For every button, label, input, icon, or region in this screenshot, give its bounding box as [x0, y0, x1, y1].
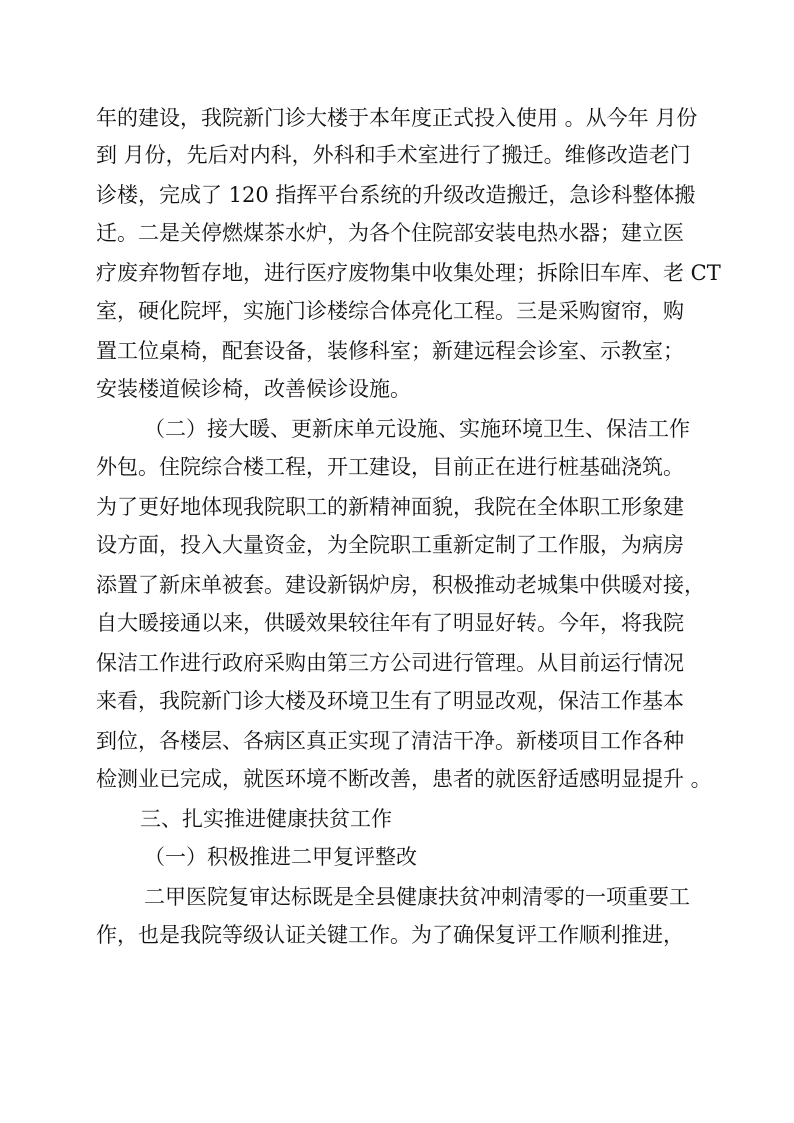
section-heading-three: 三、扎实推进健康扶贫工作 — [140, 807, 392, 831]
paragraph-line-4: 迁。二是关停燃煤茶水炉，为各个住院部安装电热水器；建立医 — [96, 221, 684, 245]
paragraph-line-15: 来看，我院新门诊大楼及环境卫生有了明显改观，保洁工作基本 — [96, 689, 684, 713]
paragraph-line-11: 设方面，投入大量资金，为全院职工重新定制了工作服，为病房 — [96, 533, 684, 557]
paragraph-line-18: 二甲医院复审达标既是全县健康扶贫冲刺清零的一项重要工 — [144, 885, 690, 909]
paragraph-line-5: 疗废弃物暂存地，进行医疗废物集中收集处理；拆除旧车库、老 CT — [96, 261, 721, 285]
paragraph-line-9: 外包。住院综合楼工程，开工建设，目前正在进行桩基础浇筑。 — [96, 455, 684, 479]
paragraph-line-13: 自大暖接通以来，供暖效果较往年有了明显好转。今年，将我院 — [96, 611, 684, 635]
subsection-heading-one: （一）积极推进二甲复评整改 — [144, 845, 417, 869]
paragraph-line-14: 保洁工作进行政府采购由第三方公司进行管理。从目前运行情况 — [96, 651, 684, 675]
paragraph-line-3: 诊楼，完成了 120 指挥平台系统的升级改造搬迁，急诊科整体搬 — [96, 183, 696, 207]
paragraph-line-1: 年的建设，我院新门诊大楼于本年度正式投入使用 。从今年 月份 — [96, 106, 698, 130]
subheading-paragraph-line-1: （二）接大暖、更新床单元设施、实施环境卫生、保洁工作 — [144, 417, 690, 441]
paragraph-line-12: 添置了新床单被套。建设新锅炉房，积极推动老城集中供暖对接， — [96, 573, 705, 597]
paragraph-line-17: 检测业已完成，就医环境不断改善，患者的就医舒适感明显提升 。 — [96, 767, 712, 791]
paragraph-line-6: 室，硬化院坪，实施门诊楼综合体亮化工程。三是采购窗帘，购 — [96, 299, 684, 323]
paragraph-line-8: 安装楼道候诊椅，改善候诊设施。 — [96, 377, 411, 401]
paragraph-line-7: 置工位桌椅，配套设备，装修科室；新建远程会诊室、示教室； — [96, 339, 684, 363]
paragraph-line-2: 到 月份，先后对内科，外科和手术室进行了搬迁。维修改造老门 — [96, 143, 691, 167]
paragraph-line-10: 为了更好地体现我院职工的新精神面貌，我院在全体职工形象建 — [96, 495, 684, 519]
paragraph-line-16: 到位，各楼层、各病区真正实现了清洁干净。新楼项目工作各种 — [96, 729, 684, 753]
paragraph-line-19: 作，也是我院等级认证关键工作。为了确保复评工作顺利推进， — [96, 923, 684, 947]
